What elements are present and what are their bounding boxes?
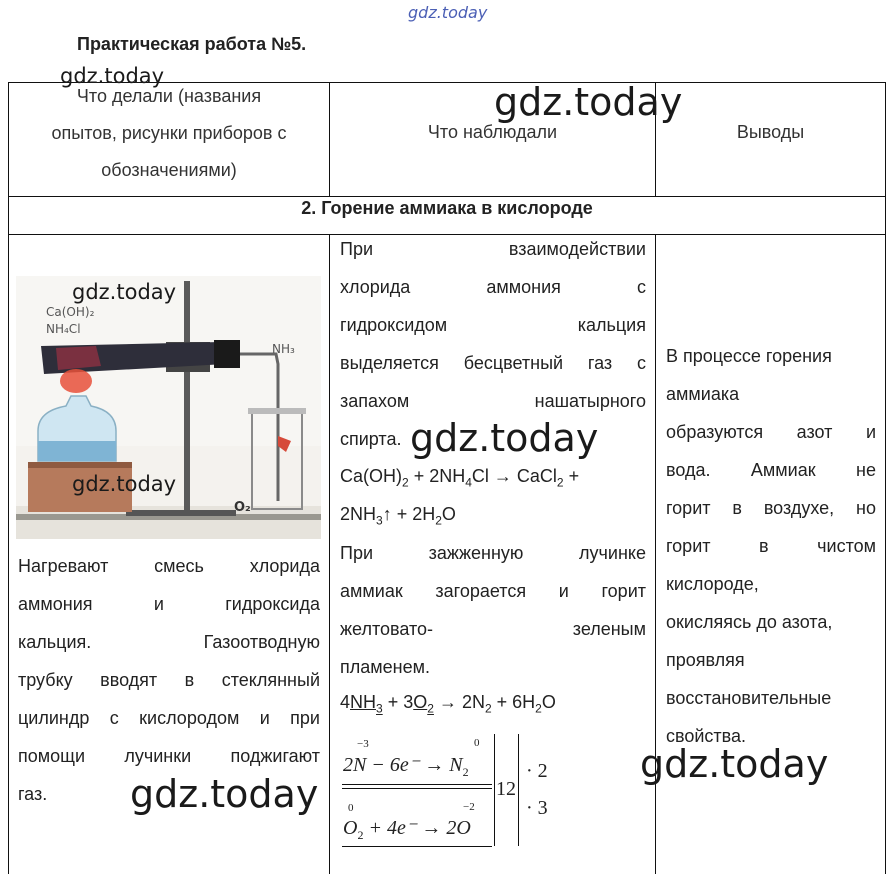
- col2-line-1: При взаимодействии: [340, 239, 646, 259]
- balance-line-2: [342, 788, 492, 789]
- ox-state-n-zero: 0: [474, 737, 480, 749]
- col2-line-9: желтовато- зеленым: [340, 619, 646, 639]
- page-title: Практическая работа №5.: [77, 34, 307, 54]
- reduction-half: $O_2 + 4e^- \to 2O$: [343, 817, 471, 842]
- label-o2: O₂: [234, 500, 251, 515]
- col3-line-5: горит в воздухе, но: [666, 498, 876, 518]
- watermark-2: gdz.today: [494, 80, 683, 124]
- col1-line-3: кальция. Газоотводную: [18, 632, 320, 652]
- balance-coef-1: · 2: [526, 760, 548, 782]
- col2-line-6: спирта.: [340, 429, 402, 449]
- table-border-header-bottom: [8, 196, 886, 197]
- table-border-right: [885, 82, 886, 874]
- col3-line-10: восстановительные: [666, 688, 832, 708]
- watermark-top: gdz.today: [408, 3, 488, 22]
- table-col-divider-1b: [329, 234, 330, 874]
- col2-line-4: выделяется бесцветный газ с: [340, 353, 646, 373]
- header-col1-line3: обозначениями): [101, 160, 237, 180]
- col3-line-2: аммиака: [666, 384, 740, 404]
- watermark-5: gdz.today: [72, 472, 177, 496]
- oxidation-half: $2N - 6e^- \to N_2$: [343, 754, 469, 779]
- header-col1: [9, 78, 329, 189]
- col3-line-4: вода. Аммиак не: [666, 460, 876, 480]
- red-state-o-zero: 0: [348, 802, 354, 814]
- watermark-1: gdz.today: [60, 64, 165, 88]
- equation-1-line1: $Ca(OH)_2 + 2NH_4Cl$ → CaCl$_2$ +: [340, 466, 580, 490]
- header-col1-line1: Что делали (названия: [76, 86, 262, 106]
- apparatus-photo: [16, 276, 321, 539]
- balance-divider-a: [494, 734, 495, 846]
- section-title: 2. Горение аммиака в кислороде: [301, 198, 593, 218]
- balance-line-1: [342, 784, 492, 785]
- equation-2: $4NH_3 + 3O_2 \to 2N_2 + 6H_2O$: [340, 692, 556, 716]
- col2-line-10: пламенем.: [340, 657, 430, 677]
- col3-line-1: В процессе горения: [666, 346, 832, 366]
- col3-line-9: проявляя: [666, 650, 745, 670]
- label-caoh2: Ca(OH)₂: [46, 305, 95, 319]
- col2-line-2: хлорида аммония с: [340, 277, 646, 297]
- col3-line-6: горит в чистом: [666, 536, 876, 556]
- col2-observation-2: [340, 534, 646, 686]
- balance-coef-2: · 3: [526, 797, 548, 819]
- label-nh3: NH₃: [272, 342, 295, 356]
- label-nh4cl: NH₄Cl: [46, 322, 81, 336]
- watermark-6: gdz.today: [640, 742, 829, 786]
- header-col1-line2: опытов, рисунки приборов с: [51, 123, 287, 143]
- red-state-o-minus2: −2: [463, 801, 475, 813]
- col3-line-8: окисляясь до азота,: [666, 612, 833, 632]
- col2-line-3: гидроксидом кальция: [340, 315, 646, 335]
- col1-line-7: газ.: [18, 784, 48, 804]
- col3-line-11: свойства.: [666, 726, 747, 746]
- watermark-3: gdz.today: [72, 280, 177, 304]
- col2-line-5: запахом нашатырного: [340, 391, 646, 411]
- balance-lcm: 12: [496, 778, 516, 800]
- col1-line-1: Нагревают смесь хлорида: [18, 556, 320, 576]
- col1-line-6: помощи лучинки поджигают: [18, 746, 320, 766]
- col1-line-2: аммония и гидроксида: [18, 594, 320, 614]
- watermark-7: gdz.today: [130, 772, 319, 816]
- col1-line-5: цилиндр с кислородом и при: [18, 708, 320, 728]
- col2-line-8: аммиак загорается и горит: [340, 581, 646, 601]
- watermark-4: gdz.today: [410, 416, 599, 460]
- equation-1-line2: $2NH_3↑ + 2H_2O$: [340, 504, 456, 528]
- balance-line-3: [342, 846, 492, 847]
- col3-line-3: образуются азот и: [666, 422, 876, 442]
- header-col3: Выводы: [736, 122, 805, 142]
- col3-line-7: кислороде,: [666, 574, 759, 594]
- col2-line-7: При зажженную лучинке: [340, 543, 646, 563]
- header-col2: Что наблюдали: [427, 122, 558, 142]
- col1-line-4: трубку вводят в стеклянный: [18, 670, 320, 690]
- col3-conclusion: [666, 337, 876, 755]
- balance-divider-b: [518, 734, 519, 846]
- ox-state-n-minus3: −3: [357, 738, 369, 750]
